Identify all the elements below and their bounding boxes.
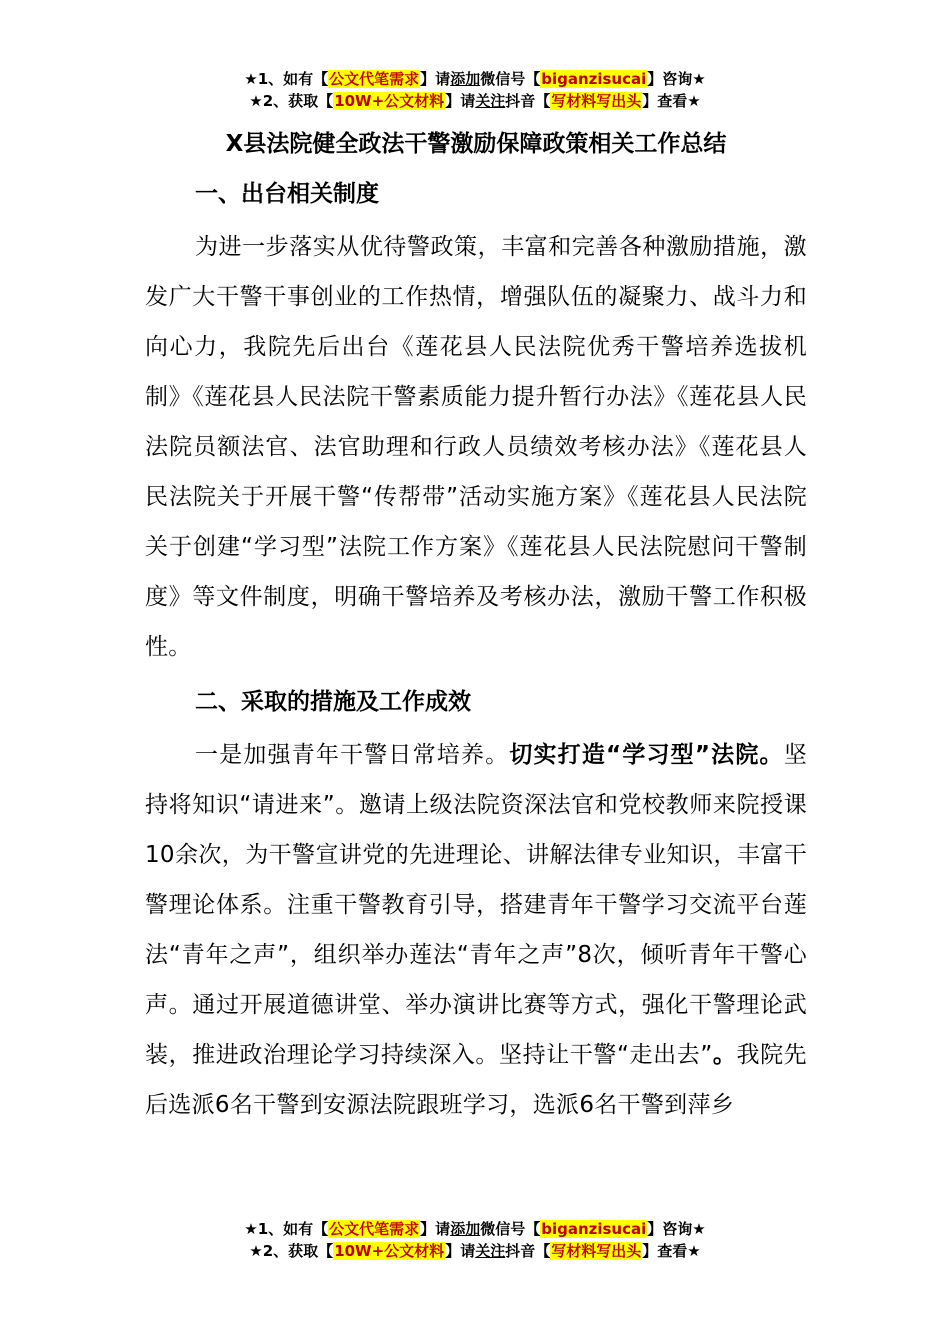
promo-line-1 — [0, 1218, 950, 1240]
promo-highlight: biganzisucai — [541, 1220, 647, 1238]
promo-underline: 关注 — [475, 92, 506, 110]
promo-line-1 — [0, 68, 950, 90]
promo-text: 】请 — [420, 70, 451, 88]
section-heading-2: 二、采取的措施及工作成效 — [195, 689, 471, 715]
page-title: X县法院健全政法干警激励保障政策相关工作总结 — [225, 131, 727, 157]
promo-underline: 添加 — [450, 70, 481, 88]
section-heading-1: 一、出台相关制度 — [195, 181, 379, 207]
document-body — [145, 124, 807, 1130]
promo-text: 】请 — [445, 1242, 476, 1260]
promo-highlight: 写材料写出头 — [551, 1242, 642, 1260]
promo-text: ★1、如有【 — [244, 1220, 329, 1238]
promo-text: 微信号【 — [480, 70, 541, 88]
paragraph-bold-text: 切实打造“学习型”法院。 — [509, 742, 784, 768]
promo-underline: 关注 — [475, 1242, 506, 1260]
promo-highlight: 10W+公文材料 — [334, 92, 445, 110]
paragraph-text: 一是加强青年干警日常培养。 — [195, 742, 510, 768]
promo-banner-bottom — [0, 1218, 950, 1262]
promo-highlight: 公文代笔需求 — [329, 1220, 420, 1238]
promo-highlight: 10W+公文材料 — [334, 1242, 445, 1260]
promo-text: 抖音【 — [505, 92, 551, 110]
promo-line-2 — [0, 1240, 950, 1262]
promo-text: 抖音【 — [505, 1242, 551, 1260]
promo-text: ★2、获取【 — [249, 92, 334, 110]
promo-line-2 — [0, 90, 950, 112]
promo-banner-top — [0, 68, 950, 112]
section-1-paragraph: 为进一步落实从优待警政策，丰富和完善各种激励措施，激发广大干警干事创业的工作热情，增强队伍的凝聚力、战斗力和向心力，我院先后出台《莲花县人民法院优秀干警培养选拔机制》《莲花县人民法院干警素质能力提升暂行办法》《莲花县人民法院员额法官、法官助理和行政人员绩效考核办法》《莲花县人民法院关于开展干警“传帮带”活动实施方案》《莲花县人民法院关于创建“学习型”法院工作方案》《莲花县人民法院慰问干警制度》等文件制度，明确干警培养及考核办法，激励干警工作积极性。 — [145, 234, 807, 660]
promo-text: 】请 — [445, 92, 476, 110]
promo-highlight: biganzisucai — [541, 70, 647, 88]
promo-text: 微信号【 — [480, 1220, 541, 1238]
promo-text: ★2、获取【 — [249, 1242, 334, 1260]
paragraph-text: 坚持将知识“请进来”。邀请上级法院资深法官和党校教师来院授课10余次，为干警宣讲党的先进理论、讲解法律专业知识，丰富干警理论体系。注重干警教育引导，搭建青年干警学习交流平台莲法“青年之声”，组织举办莲法“青年之声”8次，倾听青年干警心声。通过开展道德讲堂、举办演讲比赛等方式，强化干警理论武装，推进政治理论学习持续深入。坚持让干警“走出去” — [145, 742, 807, 1068]
paragraph-text: 我院先后选派6名干警到安源法院跟班学习，选派6名干警到萍乡 — [145, 1042, 807, 1118]
paragraph-bold-text: 。 — [712, 1042, 737, 1068]
promo-underline: 添加 — [450, 1220, 481, 1238]
promo-text: ★1、如有【 — [244, 70, 329, 88]
promo-text: 】咨询★ — [647, 1220, 706, 1238]
promo-text: 】查看★ — [642, 92, 701, 110]
promo-text: 】请 — [420, 1220, 451, 1238]
promo-text: 】咨询★ — [647, 70, 706, 88]
promo-highlight: 写材料写出头 — [551, 92, 642, 110]
promo-highlight: 公文代笔需求 — [329, 70, 420, 88]
promo-text: 】查看★ — [642, 1242, 701, 1260]
section-2-paragraph — [145, 730, 807, 1130]
